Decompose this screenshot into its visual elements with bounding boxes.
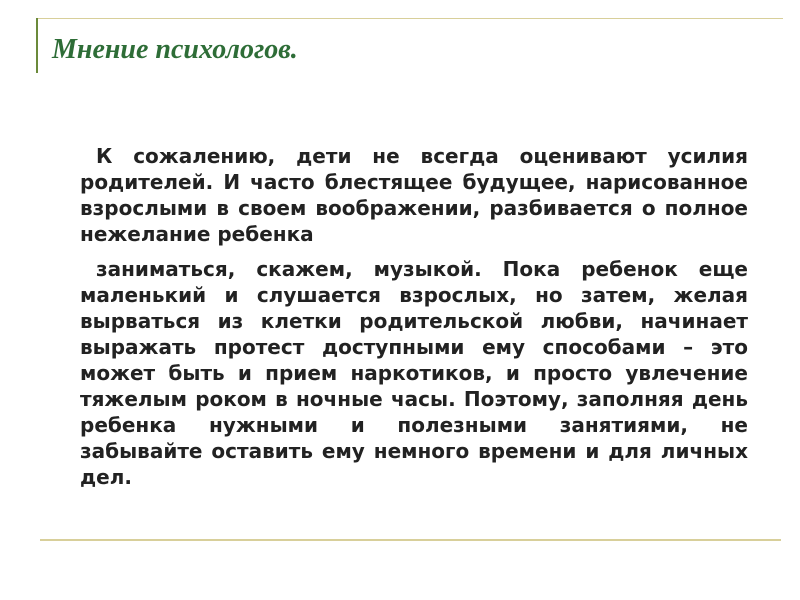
top-divider [36, 18, 783, 19]
bottom-divider [40, 539, 781, 541]
body-paragraph-2: заниматься, скажем, музыкой. Пока ребенок еще маленький и слушается взрослых, но затем, желая вырваться из клетки родительской любви, начинает выражать протест доступными ему способами – это может быть и прием наркотиков, и просто увлечение тяжелым роком в ночные часы. Поэтому, заполняя день ребенка нужными и полезными занятиями, не забывайте оставить ему немного времени и для личных дел. [80, 257, 748, 489]
left-accent-bar [36, 18, 38, 73]
slide-title: Мнение психологов. [52, 34, 298, 65]
body-paragraph-1: К сожалению, дети не всегда оценивают усилия родителей. И часто блестящее будущее, нарисованное взрослыми в своем воображении, разбивается о полное нежелание ребенка [80, 144, 748, 246]
slide-body [80, 143, 748, 490]
